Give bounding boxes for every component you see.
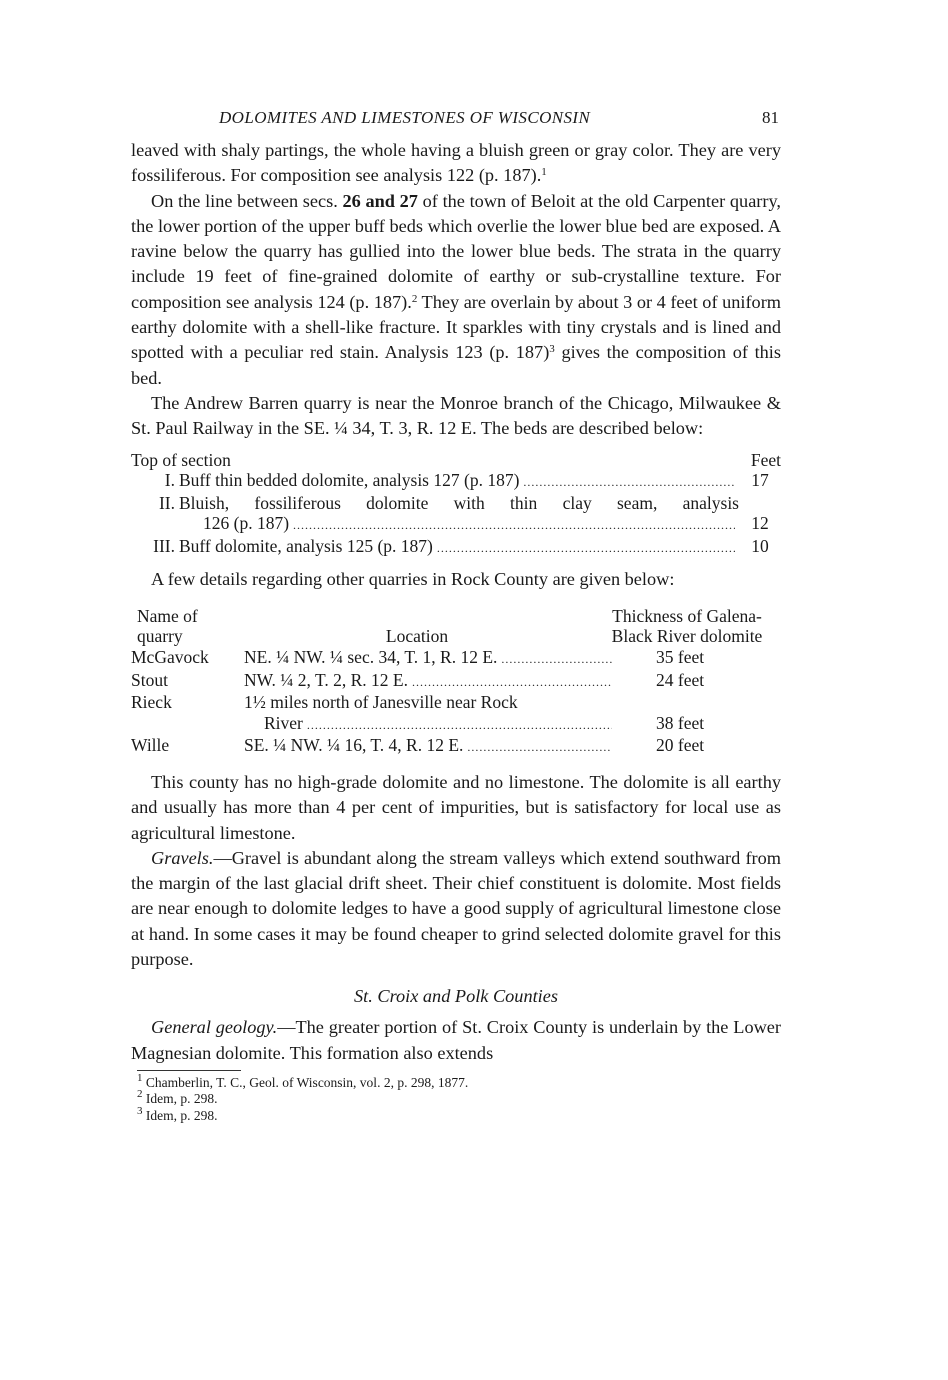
quarry-name: Stout	[131, 669, 168, 690]
section-heading: St. Croix and Polk Counties	[354, 986, 558, 1007]
paragraph-text: leaved with shaly partings, the whole having a bluish green or gray color. They are very fossiliferous. For composition see analysis 122 (p. 187).	[131, 140, 781, 186]
quarry-location: NE. ¼ NW. ¼ sec. 34, T. 1, R. 12 E.	[244, 647, 498, 668]
paragraph-text: gives the composition of this bed.	[131, 342, 781, 388]
quarry-row-continued	[131, 713, 781, 736]
quarry-row	[131, 647, 781, 670]
paragraph-general-geology	[131, 1015, 781, 1066]
run-in-heading: Gravels.	[151, 847, 214, 868]
row-feet: 10	[751, 535, 769, 556]
leader-dots	[501, 647, 612, 670]
footnote-number: 1	[137, 1071, 143, 1084]
footnote-ref-3: 3	[549, 343, 555, 356]
quarry-table	[131, 606, 781, 758]
quarry-thickness: 20 feet	[656, 735, 705, 756]
running-head-title: DOLOMITES AND LIMESTONES OF WISCONSIN	[219, 108, 591, 127]
leader-dots	[523, 470, 735, 493]
paragraph-continued	[131, 138, 781, 189]
paragraph-text: of the town of Beloit at the old Carpenter quarry, the lower portion of the upper buff beds which overlie the lower blue bed are exposed. A ravine below the quarry has gullied into the lower blue beds. The strata in the quarry include 19 feet of fine-grained dolomite of earthy or sub-crystalline texture. For composition see analysis 124 (p. 187).	[131, 190, 782, 312]
row-text: Buff dolomite, analysis 125 (p. 187)	[179, 535, 433, 556]
paragraph-text: —The greater portion of St. Croix County is underlain by the Lower Magnesian dolomite. This formation also extends	[131, 1017, 781, 1063]
quarry-table-header	[131, 606, 781, 647]
quarry-location-continued: River	[264, 712, 303, 733]
header-thickness-line1: Thickness of Galena-	[612, 605, 762, 626]
row-text-continued: 126 (p. 187)	[203, 513, 290, 534]
footnote	[137, 1088, 781, 1108]
paragraph-carpenter-quarry	[131, 189, 781, 391]
quarry-name: Rieck	[131, 692, 172, 713]
header-name-line2: quarry	[137, 626, 183, 647]
footnote-text: Idem, p. 298.	[145, 1107, 218, 1123]
footnote	[137, 1071, 781, 1092]
row-feet: 12	[751, 513, 769, 534]
paragraph-gravels	[131, 846, 781, 972]
footnote-text: Idem, p. 298.	[145, 1091, 218, 1107]
section-table	[131, 450, 781, 559]
quarry-row	[131, 735, 781, 758]
quarry-row	[131, 692, 781, 713]
header-thickness-line2: Black River dolomite	[611, 626, 763, 647]
paragraph-text: —Gravel is abundant along the stream valleys which extend southward from the margin of the last glacial drift sheet. Their chief constituent is dolomite. Most fields are near enough to dolomite ledges to have a good supply of agricultural limestone close at hand. In some cases it may be found cheaper to grind selected dolomite gravel for this purpose.	[131, 847, 781, 970]
row-number: III.	[153, 535, 175, 556]
section-row	[131, 493, 781, 514]
quarry-name: McGavock	[131, 647, 209, 668]
section-row	[131, 470, 781, 493]
row-number: I.	[164, 470, 175, 491]
page-number: 81	[762, 108, 779, 127]
running-head	[131, 104, 781, 138]
leader-dots	[293, 513, 735, 536]
row-text: Bluish, fossiliferous dolomite with thin clay seam, analysis	[179, 492, 739, 513]
footnote	[137, 1104, 781, 1125]
header-name-line1: Name of	[137, 605, 198, 626]
section-header-right: Feet	[750, 449, 781, 470]
paragraph-text: On the line between secs.	[151, 190, 343, 211]
paragraph-rock-county: A few details regarding other quarries in Rock County are given below:	[151, 568, 675, 589]
section-header	[131, 450, 781, 471]
quarry-row	[131, 670, 781, 693]
section-row	[131, 536, 781, 559]
leader-dots	[467, 735, 612, 758]
section-header-left: Top of section	[131, 449, 231, 470]
row-feet: 17	[751, 470, 769, 491]
section-numbers: 26 and 27	[342, 190, 418, 211]
quarry-thickness: 38 feet	[656, 712, 705, 733]
leader-dots	[412, 670, 612, 693]
footnote-number: 3	[137, 1104, 143, 1117]
footnote-ref-1: 1	[541, 166, 547, 179]
footnote-ref-2: 2	[411, 292, 418, 305]
header-location: Location	[385, 626, 449, 647]
footnote-number: 2	[137, 1088, 143, 1101]
quarry-thickness: 24 feet	[656, 669, 705, 690]
section-row-continued	[131, 513, 781, 536]
quarry-name: Wille	[131, 735, 170, 756]
row-number: II.	[158, 492, 175, 513]
quarry-thickness: 35 feet	[656, 647, 705, 668]
quarry-location: SE. ¼ NW. ¼ 16, T. 4, R. 12 E.	[244, 735, 464, 756]
paragraph-andrew-barren: The Andrew Barren quarry is near the Monroe branch of the Chicago, Milwaukee & St. Paul Railway in the SE. ¼ 34, T. 3, R. 12 E. The beds are described below:	[131, 392, 781, 439]
quarry-location: 1½ miles north of Janesville near Rock	[244, 692, 518, 713]
page	[131, 104, 781, 1124]
footnotes	[131, 1071, 781, 1125]
footnote-rule	[137, 1070, 241, 1071]
leader-dots	[307, 713, 612, 736]
leader-dots	[437, 536, 735, 559]
paragraph-text: They are overlain by about 3 or 4 feet of uniform earthy dolomite with a shell-like fracture. It sparkles with tiny crystals and is lined and spotted with a peculiar red stain. Analysis 123 (p. 187)	[131, 291, 781, 363]
paragraph-county-summary: This county has no high-grade dolomite and no limestone. The dolomite is all earthy and usually has more than 4 per cent of impurities, but is satisfactory for local use as agricultural limestone.	[131, 771, 781, 843]
footnote-text: Chamberlin, T. C., Geol. of Wisconsin, vol. 2, p. 298, 1877.	[145, 1074, 469, 1090]
run-in-heading: General geology.	[151, 1017, 278, 1038]
quarry-location: NW. ¼ 2, T. 2, R. 12 E.	[244, 669, 408, 690]
row-text: Buff thin bedded dolomite, analysis 127 (p. 187)	[179, 470, 520, 491]
